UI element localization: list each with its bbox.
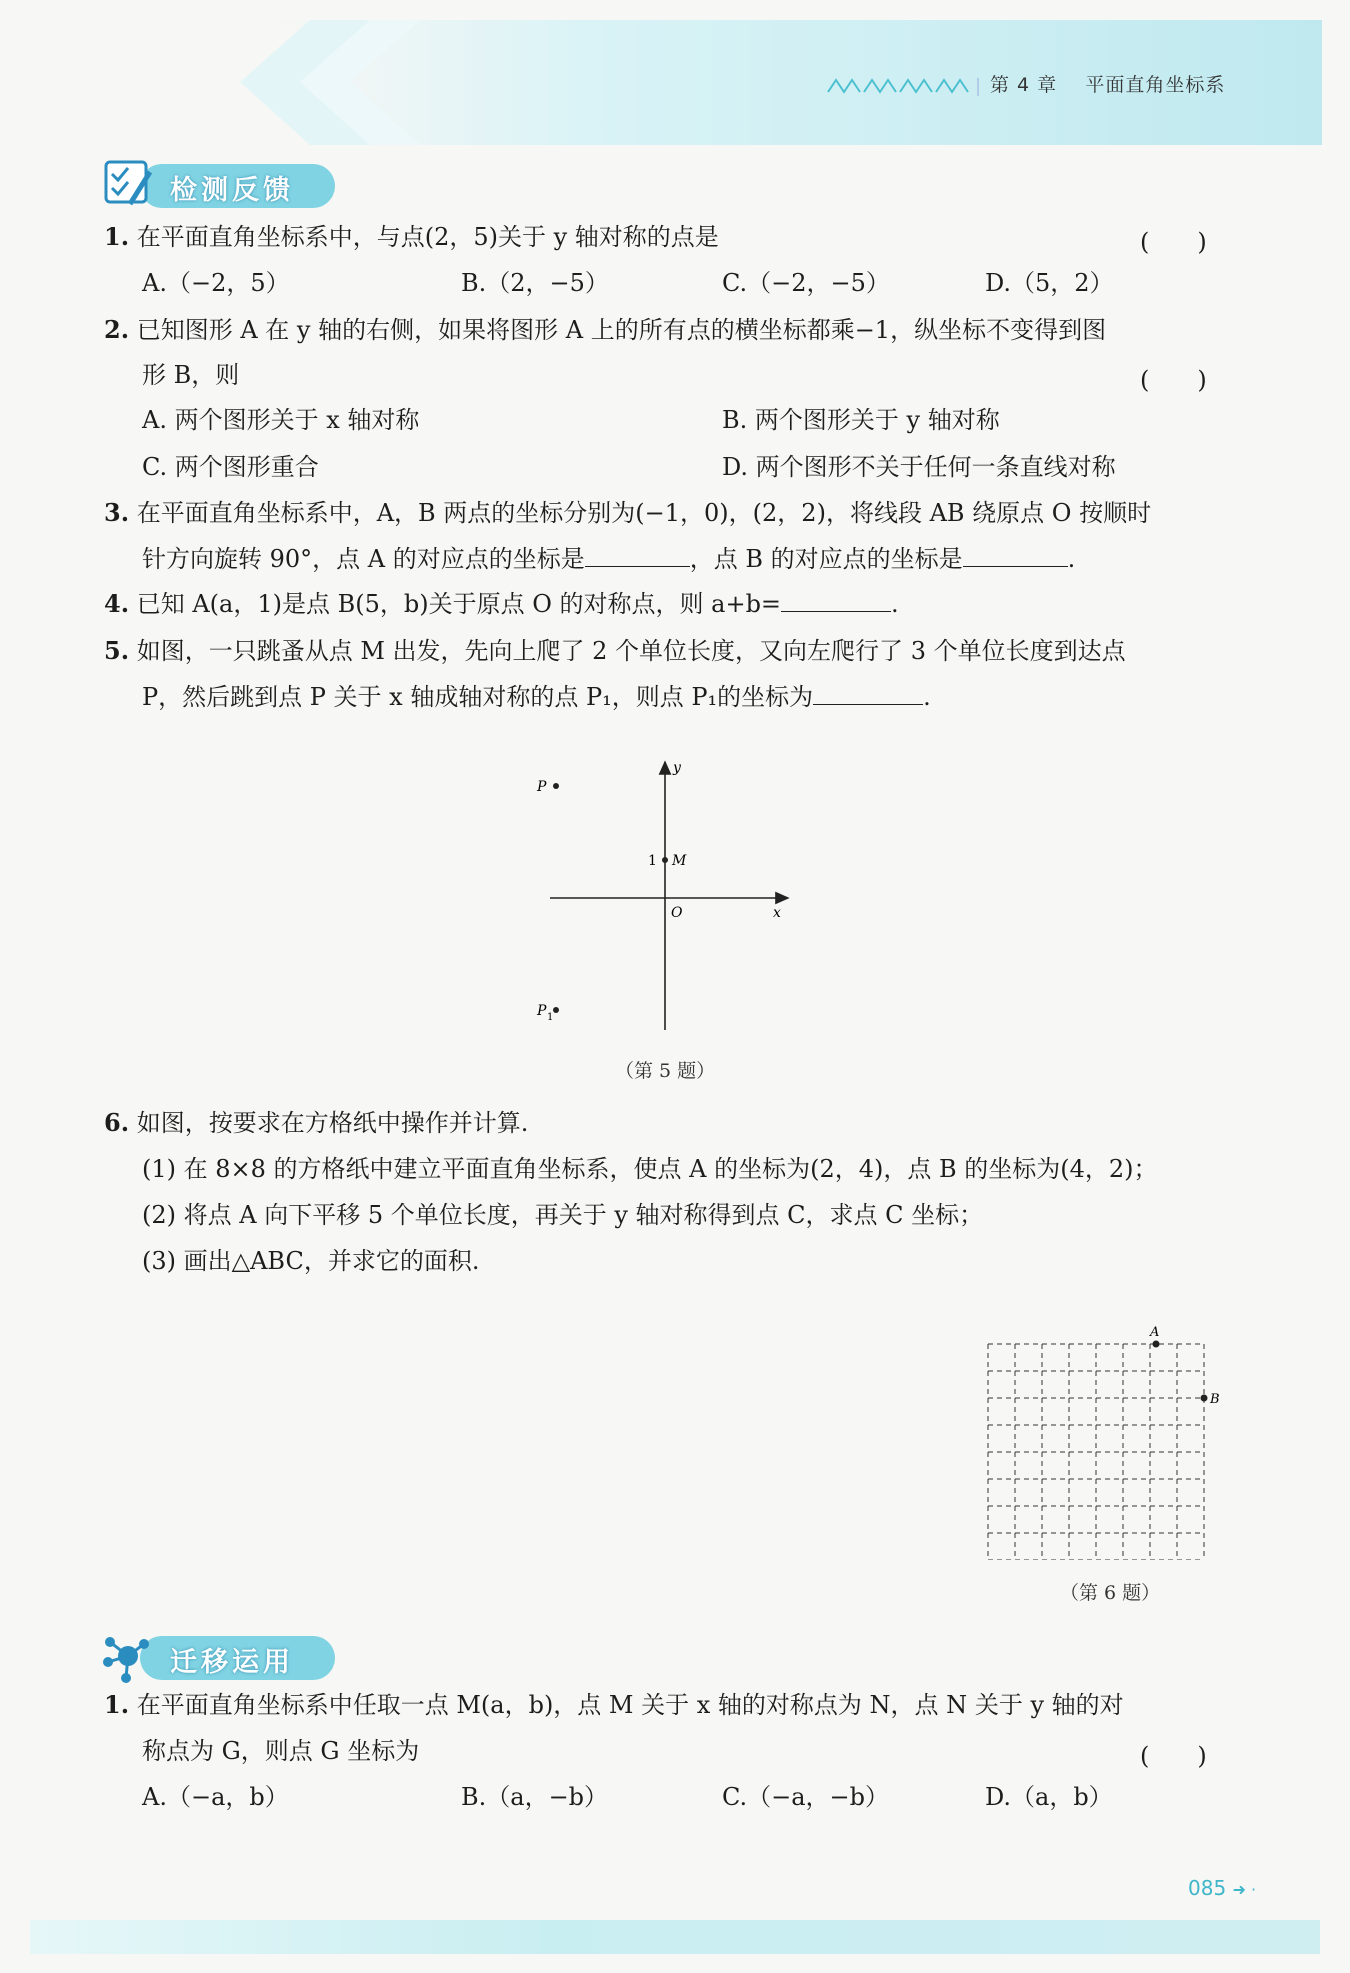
grid-point-b-label: B	[1210, 1392, 1220, 1407]
q6-sub3: (3) 画出△ABC，并求它的面积.	[142, 1247, 480, 1275]
section-title-text: 迁移运用	[170, 1647, 294, 1678]
q2-stem-line1	[104, 315, 1106, 345]
q1-option-c: C.（−2，−5）	[722, 269, 890, 297]
point-p-label: P	[537, 779, 547, 795]
q5-end: .	[923, 683, 931, 711]
section-title-transfer	[100, 1630, 340, 1686]
checklist-icon	[106, 162, 146, 202]
q6-caption: （第 6 题）	[1060, 1582, 1161, 1604]
q4-number: 4.	[104, 589, 130, 618]
q5-stem-line1	[104, 636, 1126, 666]
q1-text: 在平面直角坐标系中，与点(2，5)关于 y 轴对称的点是	[136, 223, 719, 251]
grid-point-b	[1201, 1395, 1208, 1402]
footer-bar	[30, 1920, 1320, 1954]
page-number-text: 085	[1188, 1876, 1227, 1900]
t1-option-d: D.（a，b）	[985, 1783, 1113, 1811]
section-title-feedback	[100, 158, 340, 214]
q6-sub2: (2) 将点 A 向下平移 5 个单位长度，再关于 y 轴对称得到点 C，求点 C 坐标；	[142, 1201, 984, 1229]
q2-option-c: C. 两个图形重合	[142, 453, 319, 481]
q5-coordinate-figure	[520, 750, 800, 1040]
q4-blank[interactable]	[781, 589, 891, 612]
x-axis-label: x	[773, 905, 781, 921]
q3-blank-b[interactable]	[963, 544, 1068, 567]
q6-sub1: (1) 在 8×8 的方格纸中建立平面直角坐标系，使点 A 的坐标为(2，4)，点 B 的坐标为(4，2)；	[142, 1155, 1158, 1183]
q6-grid-figure	[980, 1310, 1240, 1560]
q2-stem-line2: 形 B，则	[142, 361, 240, 389]
chapter-title: 平面直角坐标系	[1085, 74, 1226, 96]
q5-caption: （第 5 题）	[615, 1060, 716, 1082]
q1-option-d: D.（5，2）	[985, 269, 1114, 297]
point-p	[553, 783, 559, 789]
q6-text: 如图，按要求在方格纸中操作并计算.	[136, 1109, 529, 1137]
y-axis-label: y	[673, 760, 681, 776]
q1-option-a: A.（−2，5）	[142, 269, 290, 297]
chapter-heading	[990, 70, 1225, 97]
point-m-label: M	[672, 853, 687, 869]
t1-text-1: 在平面直角坐标系中任取一点 M(a，b)，点 M 关于 x 轴的对称点为 N，点 N 关于 y 轴的对	[136, 1691, 1124, 1719]
q4-text: 已知 A(a，1)是点 B(5，b)关于原点 O 的对称点，则 a+b=	[136, 590, 782, 618]
q2-option-b: B. 两个图形关于 y 轴对称	[722, 406, 1000, 434]
q5-text-2: P，然后跳到点 P 关于 x 轴成轴对称的点 P₁，则点 P₁的坐标为	[142, 683, 814, 711]
q4-end: .	[891, 590, 899, 618]
q5-number: 5.	[104, 636, 130, 665]
point-p1-label: P	[537, 1003, 547, 1019]
q3-text-2b: ，点 B 的对应点的坐标是	[689, 545, 963, 573]
q3-stem-line1	[104, 498, 1151, 528]
grid-point-a	[1153, 1341, 1160, 1348]
q6-stem	[104, 1108, 528, 1138]
q4-stem	[104, 589, 899, 619]
chapter-label: 第 4 章	[990, 74, 1058, 96]
t1-stem-line2: 称点为 G，则点 G 坐标为	[142, 1737, 420, 1765]
q1-number: 1.	[104, 222, 130, 251]
t1-option-a: A.（−a，b）	[142, 1783, 289, 1811]
t1-option-c: C.（−a，−b）	[722, 1783, 890, 1811]
arrow-right-icon: ➜ ·	[1232, 1880, 1257, 1899]
q2-option-d: D. 两个图形不关于任何一条直线对称	[722, 453, 1116, 481]
origin-label: O	[671, 905, 683, 921]
q2-answer-parens: ( )	[1140, 366, 1207, 394]
dashed-grid	[988, 1344, 1204, 1560]
page-header	[0, 0, 1350, 150]
q1-option-b: B.（2，−5）	[461, 269, 609, 297]
q5-text-1: 如图，一只跳蚤从点 M 出发，先向上爬了 2 个单位长度，又向左爬行了 3 个单位长度到达点	[136, 637, 1126, 665]
section-title-text: 检测反馈	[170, 175, 294, 206]
q1-stem	[104, 222, 719, 252]
q3-text-2a: 针方向旋转 90°，点 A 的对应点的坐标是	[142, 545, 585, 573]
t1-stem-line1	[104, 1690, 1124, 1720]
tick-label-1: 1	[648, 853, 657, 869]
q5-stem-line2	[142, 682, 931, 712]
t1-option-b: B.（a，−b）	[461, 1783, 609, 1811]
q5-blank[interactable]	[813, 682, 923, 705]
grid-point-a-label: A	[1150, 1325, 1160, 1340]
point-p1	[553, 1007, 559, 1013]
point-p1-subscript: 1	[547, 1012, 554, 1023]
t1-answer-parens: ( )	[1140, 1742, 1207, 1770]
q6-number: 6.	[104, 1108, 130, 1137]
q1-answer-parens: ( )	[1140, 228, 1207, 256]
q3-number: 3.	[104, 498, 130, 527]
q3-blank-a[interactable]	[585, 544, 690, 567]
point-m	[662, 857, 668, 863]
q3-stem-line2	[142, 544, 1075, 574]
page-number	[1188, 1876, 1256, 1900]
q2-text-1: 已知图形 A 在 y 轴的右侧，如果将图形 A 上的所有点的横坐标都乘−1，纵坐标不变得到图	[136, 316, 1107, 344]
q3-text-1: 在平面直角坐标系中，A，B 两点的坐标分别为(−1，0)，(2，2)，将线段 AB 绕原点 O 按顺时	[136, 499, 1152, 527]
q2-number: 2.	[104, 315, 130, 344]
q3-text-2c: .	[1067, 545, 1076, 573]
t1-number: 1.	[104, 1690, 130, 1719]
q2-option-a: A. 两个图形关于 x 轴对称	[142, 406, 420, 434]
